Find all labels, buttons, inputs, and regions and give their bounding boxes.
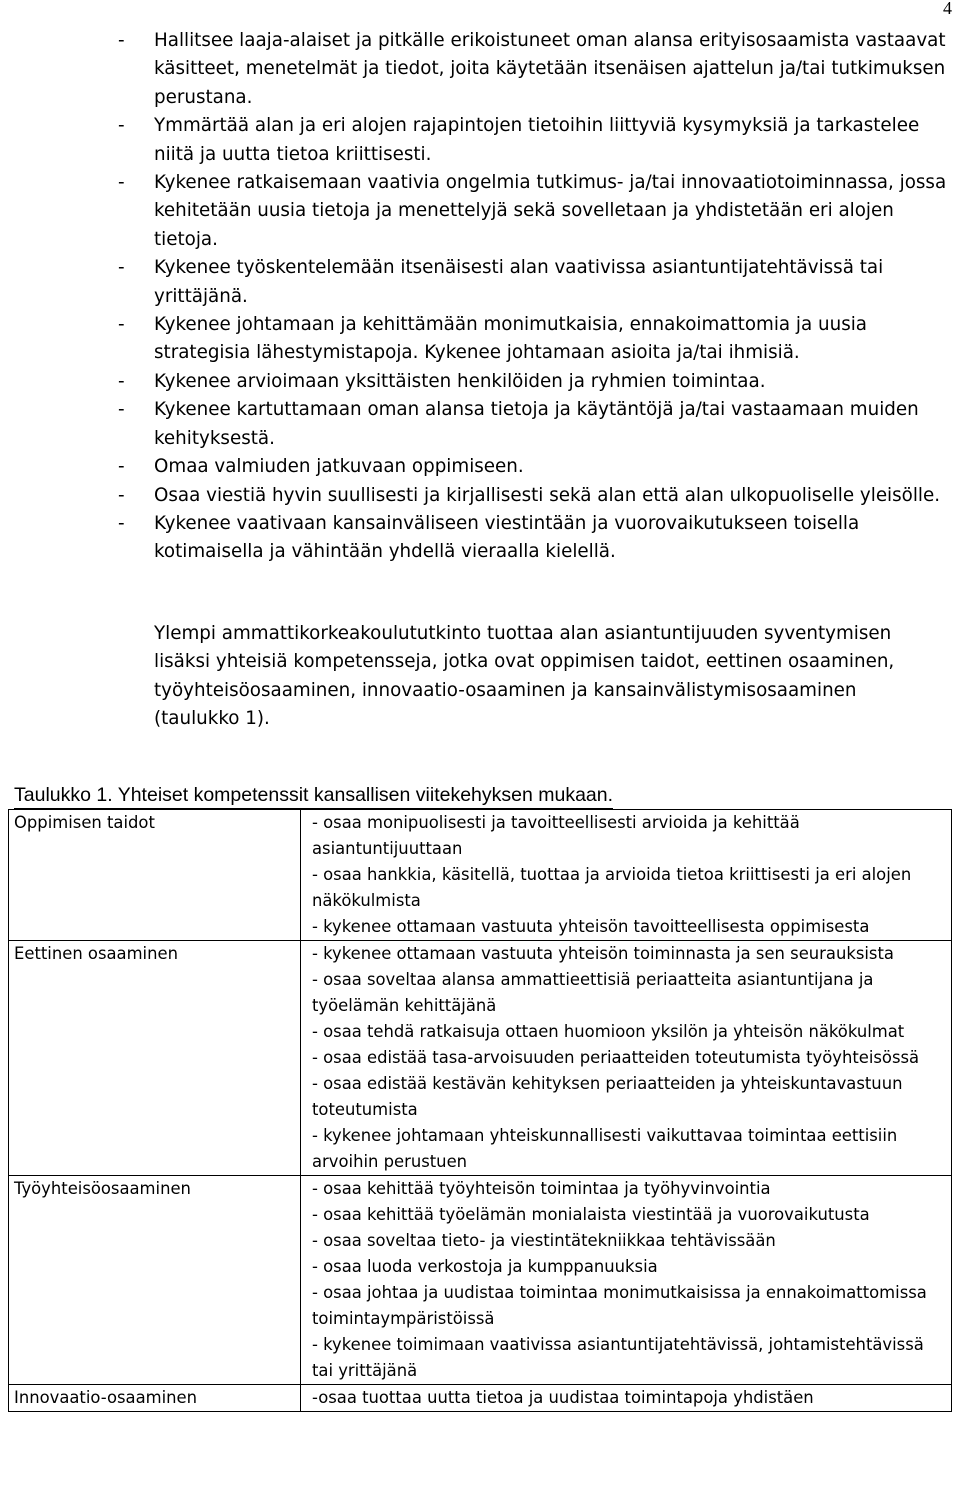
competence-skills-cell — [301, 1176, 952, 1385]
skill-item: - osaa kehittää työelämän monialaista viestintää ja vuorovaikutusta — [312, 1205, 870, 1224]
skill-item: - kykenee toimimaan vaativissa asiantuntijatehtävissä, johtamistehtävissä tai yrittäjänä — [312, 1335, 924, 1380]
list-item-text: Osaa viestiä hyvin suullisesti ja kirjallisesti sekä alan että alan ulkopuoliselle yleisölle. — [154, 484, 941, 506]
table-caption: Taulukko 1. Yhteiset kompetenssit kansallisen viitekehyksen mukaan. — [14, 782, 613, 809]
competence-skills-cell — [301, 1385, 952, 1412]
competence-skills-cell — [301, 810, 952, 941]
list-item — [118, 510, 948, 567]
list-item — [118, 368, 948, 396]
bullet-dash: - — [118, 456, 125, 478]
list-item-text: Kykenee kartuttamaan oman alansa tietoja ja käytäntöjä ja/tai vastaamaan muiden kehityksestä. — [154, 399, 919, 449]
list-item — [118, 254, 948, 311]
list-item-text: Ymmärtää alan ja eri alojen rajapintojen tietoihin liittyviä kysymyksiä ja tarkastelee niitä ja uutta tietoa kriittisesti. — [154, 115, 920, 165]
competence-table — [8, 809, 952, 1412]
skill-item: - osaa edistää tasa-arvoisuuden periaatteiden toteutumista työyhteisössä — [312, 1048, 920, 1067]
skill-item: - kykenee johtamaan yhteiskunnallisesti vaikuttavaa toimintaa eettisiin arvoihin perustuen — [312, 1126, 898, 1171]
list-item-text: Kykenee työskentelemään itsenäisesti alan vaativissa asiantuntijatehtävissä tai yrittäjänä. — [154, 257, 884, 307]
bullet-dash: - — [118, 399, 125, 421]
bullet-dash: - — [118, 484, 125, 506]
list-item — [118, 112, 948, 169]
table-row — [9, 1385, 952, 1412]
table-row — [9, 1176, 952, 1385]
list-item-text: Kykenee vaativaan kansainväliseen viestintään ja vuorovaikutukseen toisella kotimaisella ja vähintään yhdellä vieraalla kielellä. — [154, 512, 860, 563]
bullet-dash: - — [118, 115, 125, 137]
list-item — [118, 311, 948, 368]
skill-item: - osaa edistää kestävän kehityksen periaatteiden ja yhteiskuntavastuun toteutumista — [312, 1074, 903, 1119]
list-item — [118, 396, 948, 453]
skill-item: - osaa soveltaa alansa ammattieettisiä periaatteita asiantuntijana ja työelämän kehittäjänä — [312, 970, 874, 1015]
list-item-text: Kykenee ratkaisemaan vaativia ongelmia tutkimus- ja/tai innovaatiotoiminnassa, jossa kehitetään uusia tietoja ja menettelyjä sekä sovelletaan ja yhdistetään eri alojen tietoja. — [154, 172, 947, 250]
competence-skills-cell — [301, 941, 952, 1176]
list-item — [118, 453, 948, 481]
competence-area-cell: Innovaatio-osaaminen — [9, 1385, 301, 1412]
skill-item: - osaa johtaa ja uudistaa toimintaa monimutkaisissa ja ennakoimattomissa toimintaympäristöissä — [312, 1283, 927, 1328]
skill-item: - kykenee ottamaan vastuuta yhteisön tavoitteellisesta oppimisesta — [312, 917, 870, 936]
bullet-dash: - — [118, 314, 125, 336]
skill-item: - osaa monipuolisesti ja tavoitteellisesti arvioida ja kehittää asiantuntijuuttaan — [312, 813, 800, 858]
bullet-dash: - — [118, 512, 125, 534]
skill-item: - osaa hankkia, käsitellä, tuottaa ja arvioida tietoa kriittisesti ja eri alojen näkökulmista — [312, 865, 912, 910]
bullet-dash: - — [118, 257, 125, 279]
list-item-text: Kykenee johtamaan ja kehittämään monimutkaisia, ennakoimattomia ja uusia strategisia lähestymistapoja. Kykenee johtamaan asioita ja/tai ihmisiä. — [154, 314, 867, 364]
competence-area-cell: Eettinen osaaminen — [9, 941, 301, 1176]
list-item — [118, 169, 948, 254]
list-item — [118, 27, 948, 112]
list-item-text: Omaa valmiuden jatkuvaan oppimiseen. — [154, 456, 524, 478]
list-item-text: Hallitsee laaja-alaiset ja pitkälle erikoistuneet oman alansa erityisosaamista vastaavat käsitteet, menetelmät ja tiedot, joita käytetään itsenäisen ajattelun ja/tai tutkimuksen perustana. — [154, 30, 946, 108]
bullet-dash: - — [118, 172, 125, 194]
skill-item: -osaa tuottaa uutta tietoa ja uudistaa toimintapoja yhdistäen — [312, 1388, 814, 1407]
bullet-dash: - — [118, 30, 125, 51]
skill-item: - osaa tehdä ratkaisuja ottaen huomioon yksilön ja yhteisön näkökulmat — [312, 1022, 905, 1041]
skill-item: - kykenee ottamaan vastuuta yhteisön toiminnasta ja sen seurauksista — [312, 944, 894, 963]
table-row — [9, 941, 952, 1176]
table-row — [9, 810, 952, 941]
skill-item: - osaa soveltaa tieto- ja viestintätekniikkaa tehtävissään — [312, 1231, 776, 1250]
list-item-text: Kykenee arvioimaan yksittäisten henkilöiden ja ryhmien toimintaa. — [154, 370, 766, 392]
page-number: 4 — [943, 0, 952, 18]
competence-area-cell: Työyhteisöosaaminen — [9, 1176, 301, 1385]
learning-outcomes-list — [118, 27, 948, 567]
summary-paragraph: Ylempi ammattikorkeakoulututkinto tuottaa alan asiantuntijuuden syventymisen lisäksi yhteisiä kompetensseja, jotka ovat oppimisen taidot, eettinen osaaminen, työyhteisöosaaminen, innovaatio-osaaminen ja kansainvälistymisosaaminen (taulukko 1). — [154, 623, 895, 730]
skill-item: - osaa kehittää työyhteisön toimintaa ja työhyvinvointia — [312, 1179, 771, 1198]
bullet-dash: - — [118, 370, 125, 392]
skill-item: - osaa luoda verkostoja ja kumppanuuksia — [312, 1257, 658, 1276]
list-item — [118, 482, 948, 510]
competence-area-cell: Oppimisen taidot — [9, 810, 301, 941]
